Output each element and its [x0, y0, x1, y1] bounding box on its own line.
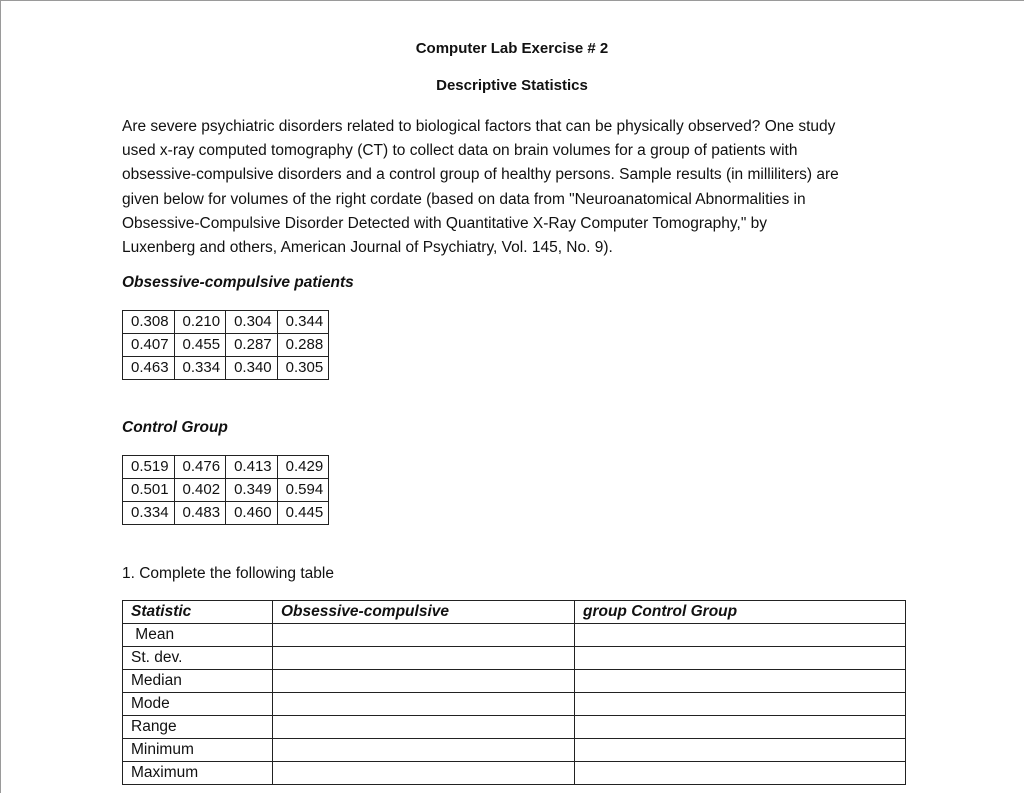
question-1: 1. Complete the following table [122, 565, 334, 582]
table-row [123, 479, 329, 502]
row-label-range: Range [123, 716, 273, 739]
oc-range-cell[interactable] [273, 716, 575, 739]
intro-line: obsessive-compulsive disorders and a control group of healthy persons. Sample results (in milliliters) are [122, 166, 839, 184]
header-statistic: Statistic [123, 601, 273, 624]
table-cell: 0.594 [277, 479, 329, 502]
table-cell: 0.429 [277, 456, 329, 479]
table-row [123, 357, 329, 380]
table-cell: 0.519 [123, 456, 175, 479]
table-row [123, 693, 906, 716]
oc-median-cell[interactable] [273, 670, 575, 693]
table-cell: 0.501 [123, 479, 175, 502]
oc-minimum-cell[interactable] [273, 739, 575, 762]
page-top-border [0, 0, 1024, 1]
table-row [123, 739, 906, 762]
oc-st-dev-cell[interactable] [273, 647, 575, 670]
table-row [123, 647, 906, 670]
cg-mode-cell[interactable] [575, 693, 906, 716]
control-group-label: Control Group [122, 419, 228, 436]
table-cell: 0.455 [174, 334, 226, 357]
table-cell: 0.413 [226, 456, 278, 479]
table-row [123, 456, 329, 479]
table-header-row [123, 601, 906, 624]
table-cell: 0.463 [123, 357, 175, 380]
table-row [123, 502, 329, 525]
table-cell: 0.340 [226, 357, 278, 380]
table-row [123, 716, 906, 739]
table-row [123, 762, 906, 785]
cg-range-cell[interactable] [575, 716, 906, 739]
row-label-st-dev: St. dev. [123, 647, 273, 670]
intro-paragraph [122, 115, 912, 260]
table-row [123, 670, 906, 693]
header-obsessive-compulsive: Obsessive-compulsive [273, 601, 575, 624]
cg-mean-cell[interactable] [575, 624, 906, 647]
cg-st-dev-cell[interactable] [575, 647, 906, 670]
table-cell: 0.334 [123, 502, 175, 525]
table-cell: 0.287 [226, 334, 278, 357]
document-subtitle: Descriptive Statistics [436, 77, 588, 94]
oc-mean-cell[interactable] [273, 624, 575, 647]
table-cell: 0.460 [226, 502, 278, 525]
intro-line: Luxenberg and others, American Journal of Psychiatry, Vol. 145, No. 9). [122, 239, 613, 257]
table-cell: 0.304 [226, 311, 278, 334]
statistics-table [122, 600, 906, 785]
table-cell: 0.349 [226, 479, 278, 502]
row-label-mean: Mean [123, 624, 273, 647]
row-label-mode: Mode [123, 693, 273, 716]
oc-patients-table [122, 310, 329, 380]
oc-mode-cell[interactable] [273, 693, 575, 716]
table-cell: 0.344 [277, 311, 329, 334]
table-cell: 0.445 [277, 502, 329, 525]
table-cell: 0.402 [174, 479, 226, 502]
row-label-maximum: Maximum [123, 762, 273, 785]
oc-maximum-cell[interactable] [273, 762, 575, 785]
control-group-table [122, 455, 329, 525]
row-label-minimum: Minimum [123, 739, 273, 762]
document-title: Computer Lab Exercise # 2 [415, 40, 609, 57]
cg-median-cell[interactable] [575, 670, 906, 693]
table-row [123, 624, 906, 647]
intro-line: used x-ray computed tomography (CT) to collect data on brain volumes for a group of patients with [122, 142, 798, 160]
table-cell: 0.476 [174, 456, 226, 479]
page-left-border [0, 0, 1, 793]
intro-line: Obsessive-Compulsive Disorder Detected with Quantitative X-Ray Computer Tomography," by [122, 214, 767, 232]
table-cell: 0.308 [123, 311, 175, 334]
table-row [123, 311, 329, 334]
cg-maximum-cell[interactable] [575, 762, 906, 785]
cg-minimum-cell[interactable] [575, 739, 906, 762]
table-row [123, 334, 329, 357]
oc-patients-label: Obsessive-compulsive patients [122, 274, 354, 291]
table-cell: 0.483 [174, 502, 226, 525]
table-cell: 0.210 [174, 311, 226, 334]
row-label-median: Median [123, 670, 273, 693]
table-cell: 0.407 [123, 334, 175, 357]
table-cell: 0.334 [174, 357, 226, 380]
table-cell: 0.305 [277, 357, 329, 380]
header-control-group: group Control Group [575, 601, 906, 624]
intro-line: given below for volumes of the right cordate (based on data from "Neuroanatomical Abnormalities in [122, 190, 806, 208]
intro-line: Are severe psychiatric disorders related to biological factors that can be physically observed? One study [122, 118, 836, 135]
table-cell: 0.288 [277, 334, 329, 357]
